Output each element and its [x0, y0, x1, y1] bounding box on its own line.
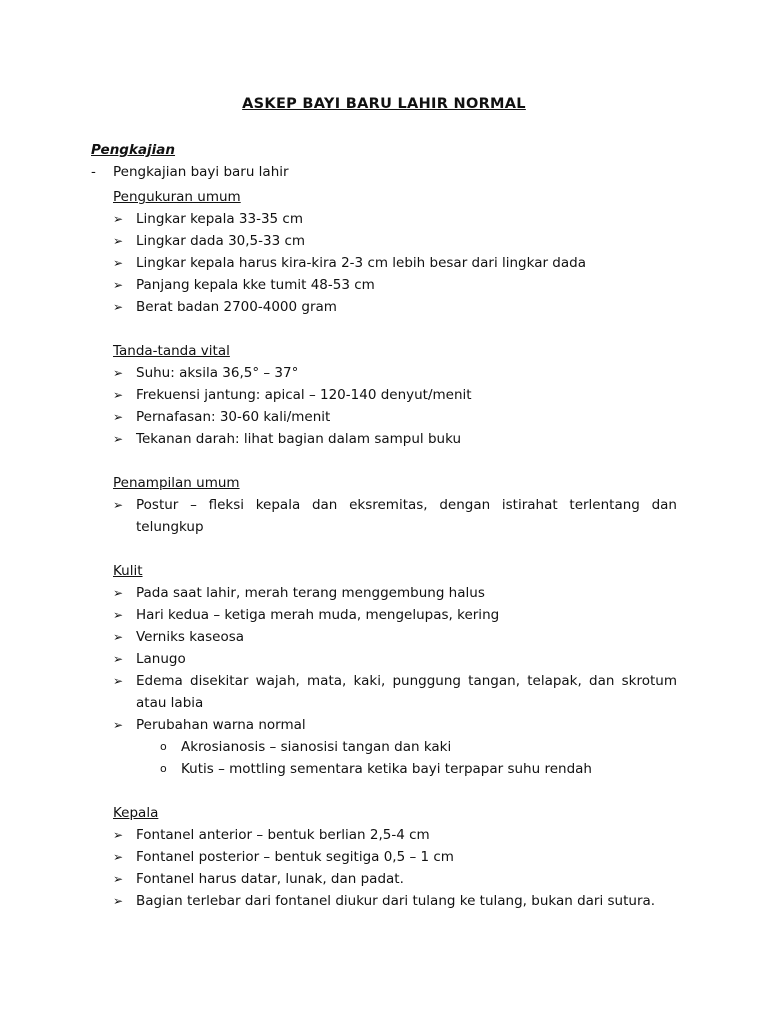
list-item: ➢ Lingkar kepala 33-35 cm: [113, 208, 677, 230]
subsection-title: Pengukuran umum: [113, 189, 241, 205]
arrow-bullet-icon: ➢: [113, 256, 124, 270]
list-item: ➢ Fontanel anterior – bentuk berlian 2,5-4 cm: [113, 824, 677, 846]
arrow-bullet-icon: ➢: [113, 366, 124, 380]
subsection-title: Kepala: [113, 805, 159, 821]
arrow-bullet-icon: ➢: [113, 872, 124, 886]
list-item: ➢ Lingkar dada 30,5-33 cm: [113, 230, 677, 252]
list-item: ➢ Postur – fleksi kepala dan eksremitas, dengan istirahat terlentang dan telungkup: [113, 494, 677, 538]
dash-item-text: Pengkajian bayi baru lahir: [113, 164, 289, 180]
arrow-bullet-icon: ➢: [113, 652, 124, 666]
list-item: ➢ Bagian terlebar dari fontanel diukur dari tulang ke tulang, bukan dari sutura.: [113, 890, 677, 912]
list-item: ➢ Pada saat lahir, merah terang menggembung halus: [113, 582, 677, 604]
sub-list-item: o Akrosianosis – sianosisi tangan dan kaki: [113, 736, 677, 758]
list-item: ➢ Fontanel posterior – bentuk segitiga 0,5 – 1 cm: [113, 846, 677, 868]
document-content: [113, 186, 677, 912]
arrow-bullet-icon: ➢: [113, 850, 124, 864]
list-item: ➢ Perubahan warna normal: [113, 714, 677, 736]
list-item: ➢ Suhu: aksila 36,5° – 37°: [113, 362, 677, 384]
arrow-bullet-icon: ➢: [113, 410, 124, 424]
section-heading-pengkajian: Pengkajian: [91, 142, 176, 158]
arrow-bullet-icon: ➢: [113, 300, 124, 314]
sub-list-item: o Kutis – mottling sementara ketika bayi terpapar suhu rendah: [113, 758, 677, 780]
list-item: ➢ Pernafasan: 30-60 kali/menit: [113, 406, 677, 428]
arrow-bullet-icon: ➢: [113, 586, 124, 600]
list-item: ➢ Fontanel harus datar, lunak, dan padat.: [113, 868, 677, 890]
arrow-bullet-icon: ➢: [113, 212, 124, 226]
arrow-bullet-icon: ➢: [113, 234, 124, 248]
list-item: ➢ Lingkar kepala harus kira-kira 2-3 cm lebih besar dari lingkar dada: [113, 252, 677, 274]
list-item: ➢ Berat badan 2700-4000 gram: [113, 296, 677, 318]
document-title: ASKEP BAYI BARU LAHIR NORMAL: [242, 96, 526, 112]
arrow-bullet-icon: ➢: [113, 278, 124, 292]
list-item: ➢ Panjang kepala kke tumit 48-53 cm: [113, 274, 677, 296]
arrow-bullet-icon: ➢: [113, 828, 124, 842]
subsection-title: Kulit: [113, 563, 143, 579]
dash-marker: -: [91, 164, 96, 180]
arrow-bullet-icon: ➢: [113, 608, 124, 622]
arrow-bullet-icon: ➢: [113, 388, 124, 402]
arrow-bullet-icon: ➢: [113, 894, 124, 908]
list-item: ➢ Hari kedua – ketiga merah muda, mengelupas, kering: [113, 604, 677, 626]
arrow-bullet-icon: ➢: [113, 718, 124, 732]
subsection-title: Penampilan umum: [113, 475, 240, 491]
arrow-bullet-icon: ➢: [113, 674, 124, 688]
list-item: ➢ Tekanan darah: lihat bagian dalam sampul buku: [113, 428, 677, 450]
list-item: ➢ Verniks kaseosa: [113, 626, 677, 648]
list-item: ➢ Frekuensi jantung: apical – 120-140 denyut/menit: [113, 384, 677, 406]
list-item: ➢ Lanugo: [113, 648, 677, 670]
circle-bullet-icon: o: [160, 762, 167, 775]
arrow-bullet-icon: ➢: [113, 630, 124, 644]
arrow-bullet-icon: ➢: [113, 432, 124, 446]
arrow-bullet-icon: ➢: [113, 498, 124, 512]
subsection-title: Tanda-tanda vital: [113, 343, 230, 359]
circle-bullet-icon: o: [160, 740, 167, 753]
list-item: ➢ Edema disekitar wajah, mata, kaki, punggung tangan, telapak, dan skrotum atau labia: [113, 670, 677, 714]
